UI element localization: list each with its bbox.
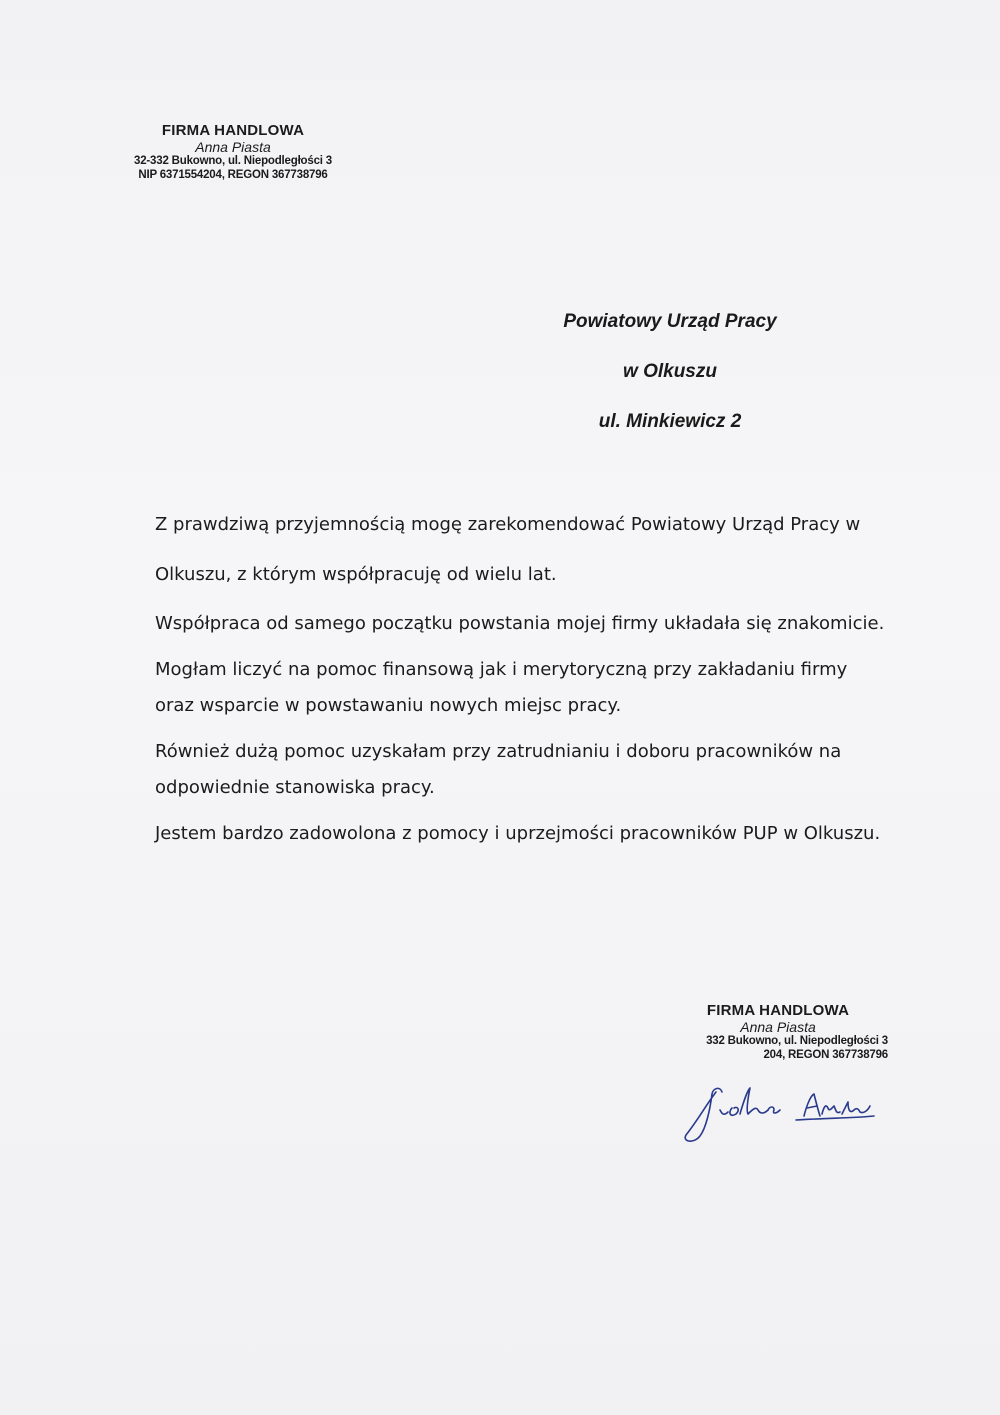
closing-company-address: 332 Bukowno, ul. Niepodległości 3 xyxy=(706,1035,888,1048)
closing-owner-name: Anna Piasta xyxy=(740,1019,816,1036)
closing-company-ids: 204, REGON 367738796 xyxy=(763,1048,888,1061)
handwritten-signature xyxy=(676,1080,896,1150)
paragraph-5: Jestem bardzo zadowolona z pomocy i uprzejmości pracowników PUP w Olkuszu. xyxy=(155,823,881,844)
company-address: 32-332 Bukowno, ul. Niepodległości 3 xyxy=(134,155,332,168)
letterhead-stamp xyxy=(118,122,348,182)
paragraph-1: Z prawdziwą przyjemnością mogę zarekomendować Powiatowy Urząd Pracy w Olkuszu, z którym współpracuję od wielu lat. xyxy=(155,514,861,585)
closing-company-name: FIRMA HANDLOWA xyxy=(706,1002,850,1019)
closing-stamp xyxy=(668,1002,888,1062)
paragraph-4: Również dużą pomoc uzyskałam przy zatrudnianiu i doboru pracowników na odpowiednie stanowiska pracy. xyxy=(155,741,842,798)
recipient-address xyxy=(520,305,820,455)
paragraph-2: Współpraca od samego początku powstania mojej firmy układała się znakomicie. xyxy=(155,613,885,634)
company-ids: NIP 6371554204, REGON 367738796 xyxy=(138,168,328,181)
owner-name: Anna Piasta xyxy=(195,139,271,156)
letter-body xyxy=(155,500,885,862)
recipient-line-2: w Olkuszu xyxy=(623,361,717,382)
recipient-line-3: ul. Minkiewicz 2 xyxy=(598,411,742,432)
recipient-line-1: Powiatowy Urząd Pracy xyxy=(563,311,777,332)
paragraph-3: Mogłam liczyć na pomoc finansową jak i merytoryczną przy zakładaniu firmy oraz wsparcie w powstawaniu nowych miejsc pracy. xyxy=(155,659,848,716)
company-name: FIRMA HANDLOWA xyxy=(161,122,305,139)
